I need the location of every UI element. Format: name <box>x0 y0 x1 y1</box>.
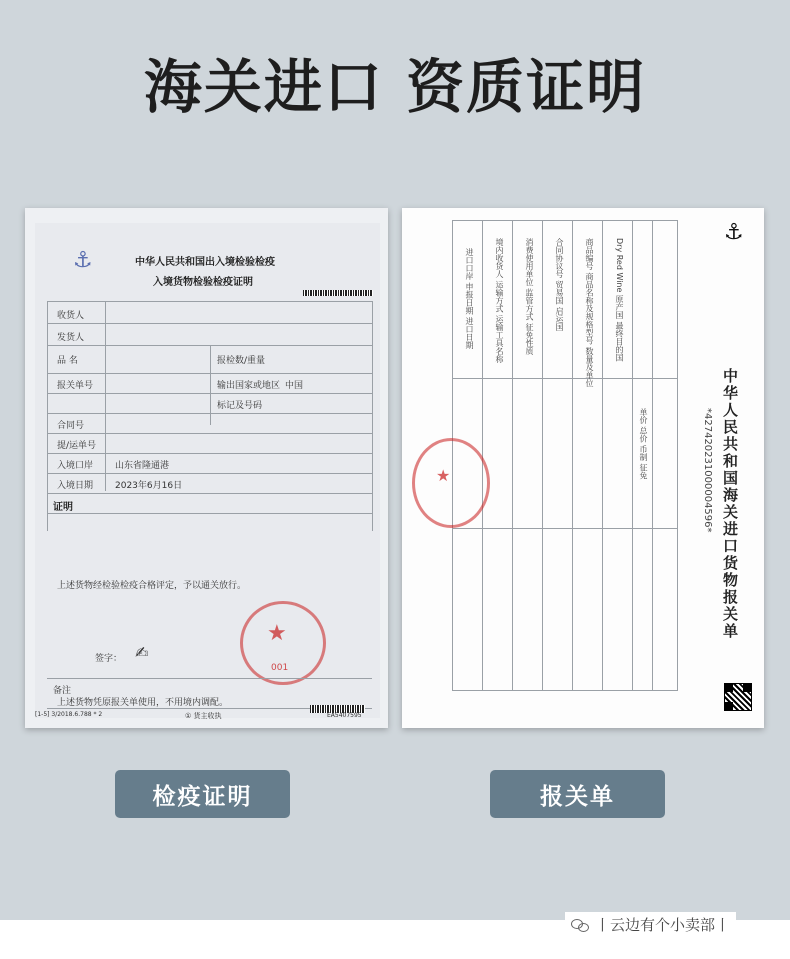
declaration-text-col1: 进口口岸 申报日期 进口日期 <box>465 248 474 350</box>
quarantine-certificate-button[interactable]: 检疫证明 <box>115 770 290 818</box>
entry-port-value: 山东省隆通港 <box>115 461 170 471</box>
quarantine-certificate-image <box>25 208 388 728</box>
declaration-text-col7: 单价 总价 币制 征免 <box>639 408 648 480</box>
stamp-star-icon: ★ <box>267 621 287 646</box>
signature-image: ✍ <box>135 643 149 662</box>
declaration-text-col4: 合同协议号 贸易国 启运国 <box>555 238 564 332</box>
page-title: 海关进口 资质证明 <box>143 53 647 121</box>
serial-barcode <box>303 290 373 296</box>
stamp-number: 001 <box>271 663 289 673</box>
row-label-contract-no: 合同号 <box>57 421 85 431</box>
declaration-text-col5: 商品编号 商品名称及规格型号 数量及单位 <box>585 238 594 388</box>
copy-label: ① 货主收执 <box>185 712 222 720</box>
right-label-origin: 输出国家或地区 <box>217 381 281 391</box>
declaration-title: 中华人民共和国海关进口货物报关单 <box>721 368 739 640</box>
declaration-barcode-text: *427420231000004596* <box>702 408 713 533</box>
declaration-text-col3: 消费使用单位 监管方式 征免性质 <box>525 238 534 356</box>
customs-emblem-icon: ⚓ <box>724 220 744 245</box>
form-code: [1-5] 3/2018.6.788 * 2 <box>35 711 103 718</box>
customs-seal <box>412 438 490 528</box>
entry-date-value: 2023年6月16日 <box>115 481 183 491</box>
certificate-subheader: 入境货物检验检疫证明 <box>153 277 253 288</box>
row-label-entry-date: 入境日期 <box>57 481 94 491</box>
remark-label: 备注 <box>53 686 72 696</box>
watermark-text: 丨云边有个小卖部丨 <box>595 916 731 934</box>
declaration-text-col2: 境内收货人 运输方式 运输工具名称 <box>495 238 504 364</box>
certification-note: 上述货物经检验检疫合格评定，予以通关放行。 <box>57 581 247 591</box>
right-label-marks: 标记及号码 <box>217 401 263 411</box>
watermark <box>565 912 736 937</box>
wechat-icon <box>571 918 589 932</box>
row-label-entry-port: 入境口岸 <box>57 461 94 471</box>
ciq-logo-icon: ⚓ <box>73 248 93 273</box>
row-label-shipper: 发货人 <box>57 333 85 343</box>
customs-declaration-button[interactable]: 报关单 <box>490 770 665 818</box>
certification-label: 证明 <box>53 502 73 513</box>
declaration-text-col6: Dry Red Wine 原产国 最终目的国 <box>615 238 624 362</box>
remark-text: 上述货物凭原报关单使用，不用境内调配。 <box>57 698 229 708</box>
footer-serial: EA5407595 <box>327 712 362 719</box>
seal-star-icon: ★ <box>436 466 451 485</box>
customs-declaration-image <box>402 208 764 728</box>
row-label-consignee: 收货人 <box>57 311 85 321</box>
row-label-declaration-no: 报关单号 <box>57 381 94 391</box>
row-label-bill-no: 提/运单号 <box>57 441 97 451</box>
row-label-product: 品 名 <box>57 356 78 366</box>
origin-country: 中国 <box>285 381 304 391</box>
qr-code <box>724 683 752 711</box>
certificate-header: 中华人民共和国出入境检验检疫 <box>135 257 275 268</box>
signature-label: 签字： <box>95 654 123 664</box>
certificate-sheet <box>35 223 380 718</box>
right-label-quantity: 报检数/重量 <box>217 356 266 366</box>
